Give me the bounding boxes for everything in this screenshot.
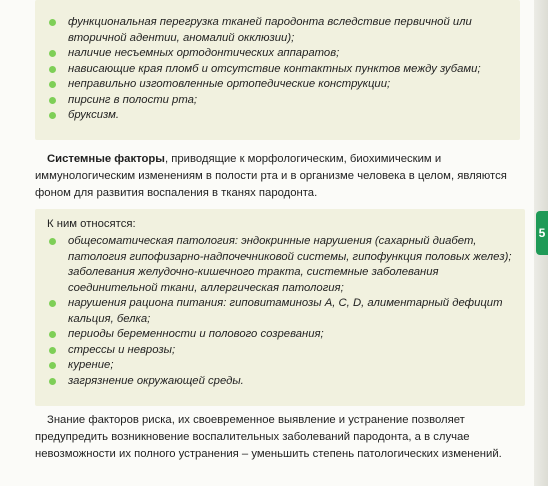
bullet-icon — [49, 347, 56, 354]
list-item — [49, 15, 509, 46]
list-item — [49, 93, 509, 109]
list-item — [49, 46, 509, 62]
bullet-icon — [49, 238, 56, 245]
bullet-icon — [49, 81, 56, 88]
list-item — [49, 327, 514, 343]
conclusion-paragraph: Знание факторов риска, их своевременное выявление и устранение позволяет предупредить возникновение воспалительных заболеваний пародонта, а в случае невозможности их полного устранения – уменьшить степень патологических изменений. — [35, 414, 502, 460]
list-item-text: нарушения рациона питания: гиповитаминозы A, C, D, алиментарный дефицит кальция, белка; — [68, 297, 503, 325]
list-item — [49, 296, 514, 327]
systemic-factors-term: Системные факторы — [47, 153, 165, 165]
chapter-tab: 5 — [536, 211, 548, 255]
systemic-factors-list — [49, 234, 514, 389]
list-item — [49, 374, 514, 390]
list-item-text: общесоматическая патология: эндокринные нарушения (сахарный диабет, патология гипофизарно-надпочечниковой системы, гипофункция половых желез); заболевания желудочно-кишечного тракта, системные заболевания соединительной ткани, аллергическая патология; — [68, 235, 512, 294]
list-item — [49, 343, 514, 359]
list-item-text: функциональная перегрузка тканей пародонта вследствие первичной или вторичной адентии, аномалий окклюзии); — [68, 16, 472, 44]
bullet-icon — [49, 362, 56, 369]
bullet-icon — [49, 97, 56, 104]
bullet-icon — [49, 300, 56, 307]
list-item-text: курение; — [68, 359, 114, 371]
list-item — [49, 234, 514, 296]
bullet-icon — [49, 331, 56, 338]
list-item — [49, 62, 509, 78]
list-item-text: загрязнение окружающей среды. — [68, 374, 244, 387]
list-item — [49, 358, 514, 374]
list-item-text: периоды беременности и полового созревания; — [68, 328, 324, 340]
bullet-icon — [49, 378, 56, 385]
bullet-icon — [49, 112, 56, 119]
list-item — [49, 108, 509, 124]
list-item-text: стрессы и неврозы; — [68, 343, 176, 356]
list-item-text: наличие несъемных ортодонтических аппаратов; — [68, 47, 340, 59]
systemic-intro: К ним относятся: — [47, 218, 136, 230]
list-item-text: нависающие края пломб и отсутствие контактных пунктов между зубами; — [68, 62, 481, 75]
list-item-text: неправильно изготовленные ортопедические конструкции; — [68, 78, 391, 90]
bullet-icon — [49, 66, 56, 73]
systemic-factors-text: , приводящие к морфологическим, биохимическим и иммунологическим изменениям в полости рта и в организме человека в целом, являются фоном для развития воспаления в тканях пародонта. — [35, 153, 507, 199]
bullet-icon — [49, 19, 56, 26]
list-item — [49, 77, 509, 93]
local-factors-list — [49, 15, 509, 124]
systemic-factors-paragraph — [35, 151, 522, 202]
bullet-icon — [49, 50, 56, 57]
list-item-text: пирсинг в полости рта; — [68, 93, 198, 106]
list-item-text: бруксизм. — [68, 109, 120, 121]
